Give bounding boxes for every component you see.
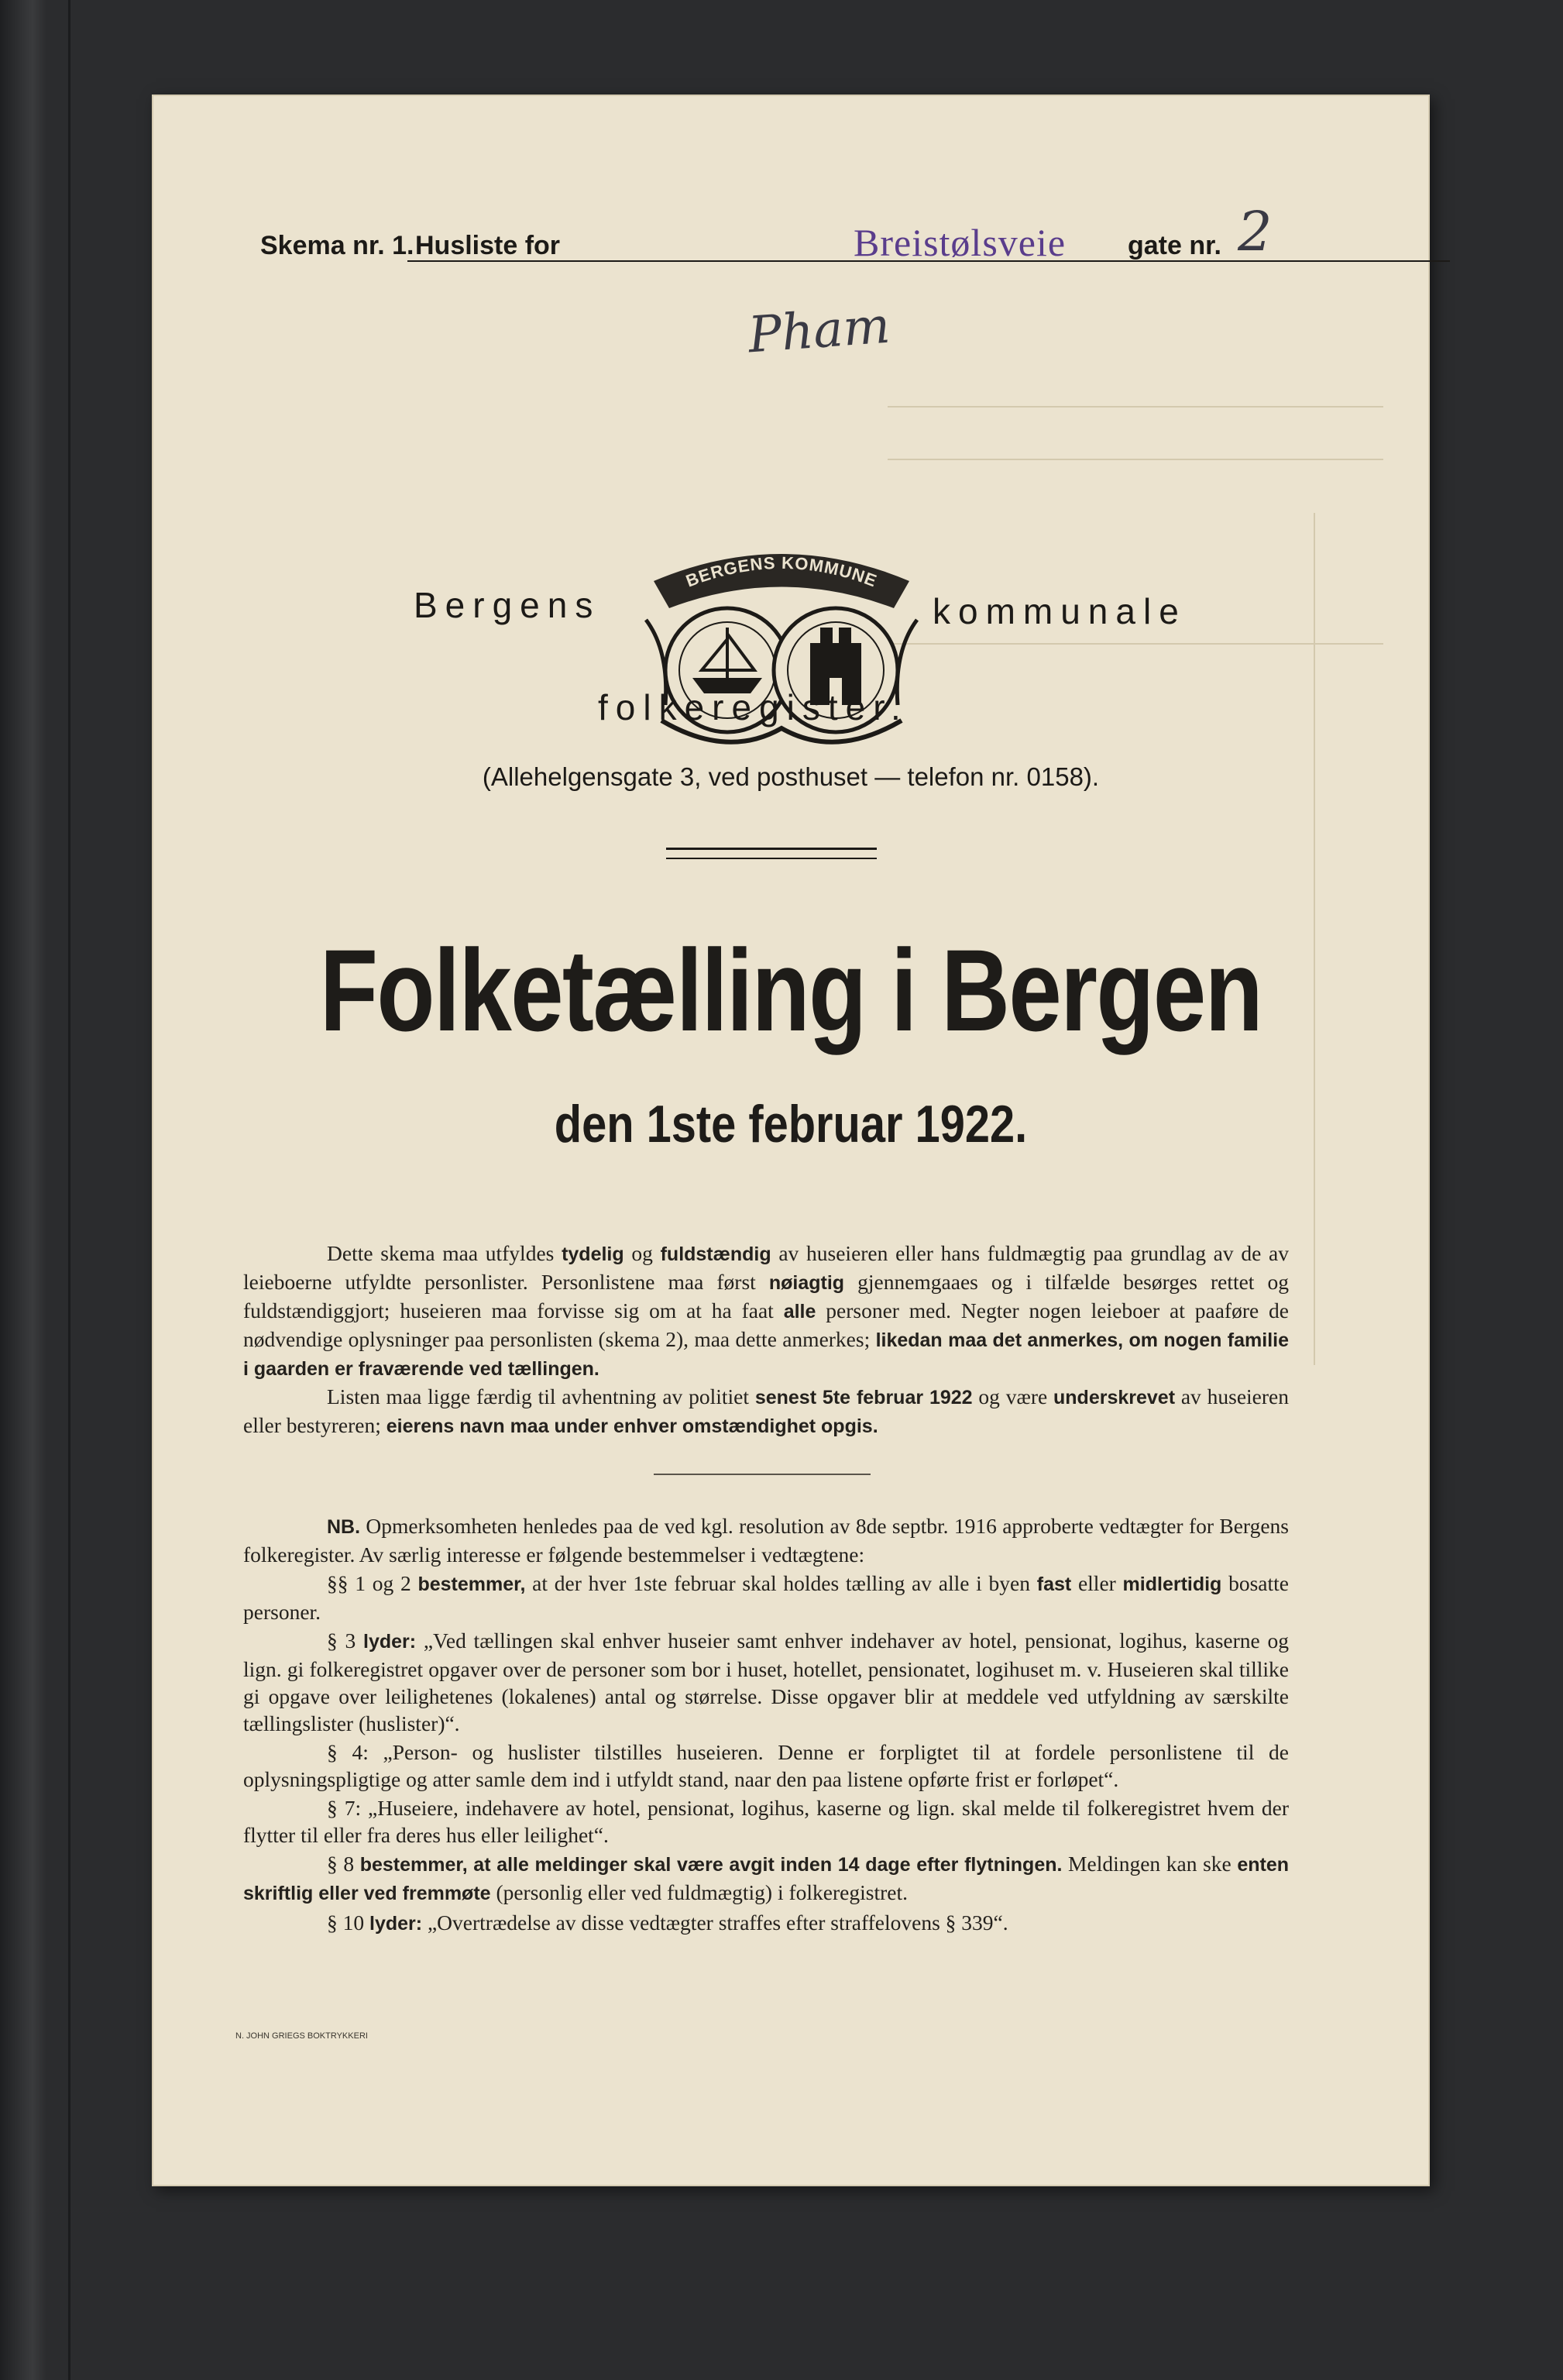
emphasized-text: nøiagtig — [768, 1272, 845, 1294]
org-left-word: Bergens — [414, 585, 601, 625]
regulation-paragraph — [243, 1627, 1289, 1737]
emphasized-text: bestemmer, at alle meldinger skal være avgit inden 14 dage efter flytningen. — [359, 1854, 1063, 1876]
census-form-page — [152, 95, 1430, 2186]
bleed-through-rule — [888, 406, 1383, 408]
emphasized-text: enten skriftlig eller ved fremmøte — [243, 1854, 1289, 1904]
paragraph-text: av huseieren eller bestyreren; — [243, 1384, 1289, 1437]
form-header — [260, 218, 1337, 265]
census-date: den 1ste februar 1922. — [554, 1095, 1028, 1154]
bleed-through-rule — [888, 643, 1383, 645]
regulation-paragraph — [243, 1739, 1289, 1793]
paragraph-text: „Overtrædelse av disse vedtægter straffes efter straffelovens § 339“. — [422, 1911, 1008, 1935]
emphasized-text: alle — [783, 1301, 816, 1322]
paragraph-text: Dette skema maa utfyldes — [327, 1241, 562, 1265]
paragraph-text: Listen maa ligge færdig til avhentning av politiet — [327, 1384, 755, 1408]
org-address: (Allehelgensgate 3, ved posthuset — telefon nr. 0158). — [482, 762, 1100, 791]
schema-label: Skema nr. 1. — [260, 231, 414, 260]
paragraph-text: §§ 1 og 2 — [327, 1571, 418, 1595]
emphasized-text: bestemmer, — [417, 1573, 526, 1595]
emphasized-text: lyder: — [369, 1913, 423, 1935]
emphasized-text: tydelig — [562, 1243, 624, 1265]
regulation-paragraph — [243, 1909, 1289, 1938]
paragraph-text: § 10 — [327, 1911, 369, 1935]
paragraph-text: av huseieren eller hans fuldmægtig paa grundlag av de av leieboerne utfyldte personlister. Personlistene maa først — [243, 1241, 1289, 1294]
instruction-paragraph — [243, 1383, 1289, 1440]
handwritten-note: Pham — [746, 297, 892, 365]
emphasized-text: fast — [1036, 1573, 1072, 1595]
paragraph-text: Opmerksomheten henledes paa de ved kgl. resolution av 8de septbr. 1916 approberte vedtægter for Bergens folkeregister. Av særlig interesse er følgende bestemmelser i vedtægtene: — [243, 1514, 1289, 1567]
list-label: Husliste for — [415, 231, 561, 260]
paragraph-text: gjennemgaaes og i tilfælde besørges rettet og fuldstændiggjort; huseieren maa forvisse sig om at ha faat — [243, 1270, 1289, 1322]
paragraph-text: og — [623, 1241, 661, 1265]
binding-line — [68, 0, 70, 2380]
paragraph-text: § 3 — [327, 1629, 363, 1653]
main-title: Folketælling i Bergen — [319, 925, 1262, 1055]
emblem-text: BERGENS KOMMUNE — [683, 552, 880, 591]
paragraph-text: og være — [972, 1384, 1053, 1408]
bleed-through-rule — [888, 459, 1383, 460]
paragraph-text: (personlig eller ved fuldmægtig) i folkeregistret. — [490, 1880, 908, 1904]
instructions-block — [243, 1240, 1289, 1440]
paragraph-text: Meldingen kan ske — [1062, 1852, 1238, 1876]
emphasized-text: lyder: — [363, 1631, 417, 1653]
paragraph-text: eller — [1071, 1571, 1123, 1595]
street-name-stamp: Breistølsveie — [854, 221, 1067, 264]
org-third-line: folkeregister. — [598, 687, 909, 727]
regulations-block — [243, 1512, 1289, 1939]
regulation-paragraph — [243, 1512, 1289, 1568]
printer-mark: N. JOHN GRIEGS BOKTRYKKERI — [235, 2031, 368, 2041]
emphasized-text: likedan maa det anmerkes, om nogen familie i gaarden er fraværende ved tællingen. — [243, 1329, 1289, 1380]
org-right-word: kommunale — [933, 591, 1187, 631]
regulation-paragraph — [243, 1794, 1289, 1849]
paragraph-text: § 4: „Person- og huslister tilstilles huseieren. Denne er forpligtet til at fordele personlistene til de oplysningspligtige og atter samle dem ind i utfyldt stand, naar den paa listene opførte frist er forløpet“. — [243, 1740, 1289, 1791]
double-rule — [666, 848, 877, 859]
emphasized-text: fuldstændig — [660, 1243, 771, 1265]
instruction-paragraph — [243, 1240, 1289, 1383]
paragraph-text: at der hver 1ste februar skal holdes tælling av alle i byen — [525, 1571, 1037, 1595]
section-divider — [654, 1474, 871, 1475]
paragraph-text: personer med. Negter nogen leieboer at paaføre de nødvendige oplysninger paa personlisten (skema 2), maa dette anmerkes; — [243, 1298, 1289, 1351]
emphasized-text: NB. — [327, 1516, 361, 1538]
paragraph-text: § 7: „Huseiere, indehavere av hotel, pensionat, logihus, kaserne og lign. skal melde til folkeregistret hvem der flytter til eller fra deres hus eller leilighet“. — [243, 1796, 1289, 1847]
binding-edge — [0, 0, 46, 2380]
paragraph-text: bosatte personer. — [243, 1571, 1289, 1624]
regulation-paragraph — [243, 1850, 1289, 1907]
emphasized-text: midlertidig — [1122, 1573, 1222, 1595]
house-number-handwritten: 2 — [1238, 200, 1273, 263]
emphasized-text: eierens navn maa under enhver omstændighet opgis. — [386, 1415, 878, 1437]
paragraph-text: § 8 — [327, 1852, 360, 1876]
regulation-paragraph — [243, 1570, 1289, 1625]
gate-label: gate nr. — [1128, 231, 1221, 260]
emphasized-text: underskrevet — [1053, 1387, 1176, 1408]
paragraph-text: „Ved tællingen skal enhver huseier samt enhver indehaver av hotel, pensionat, logihus, kaserne og lign. gi folkeregistret opgaver over de personer som bor i huset, hotellet, pensionatet, logihuset m. v. Huseieren skal tillike gi opgave over leilighetenes (lokalenes) antal og størrelse. Disse opgaver blir at meddele ved utfyldning av særskilte tællingslister (huslister)“. — [243, 1629, 1289, 1735]
emphasized-text: senest 5te februar 1922 — [754, 1387, 973, 1408]
